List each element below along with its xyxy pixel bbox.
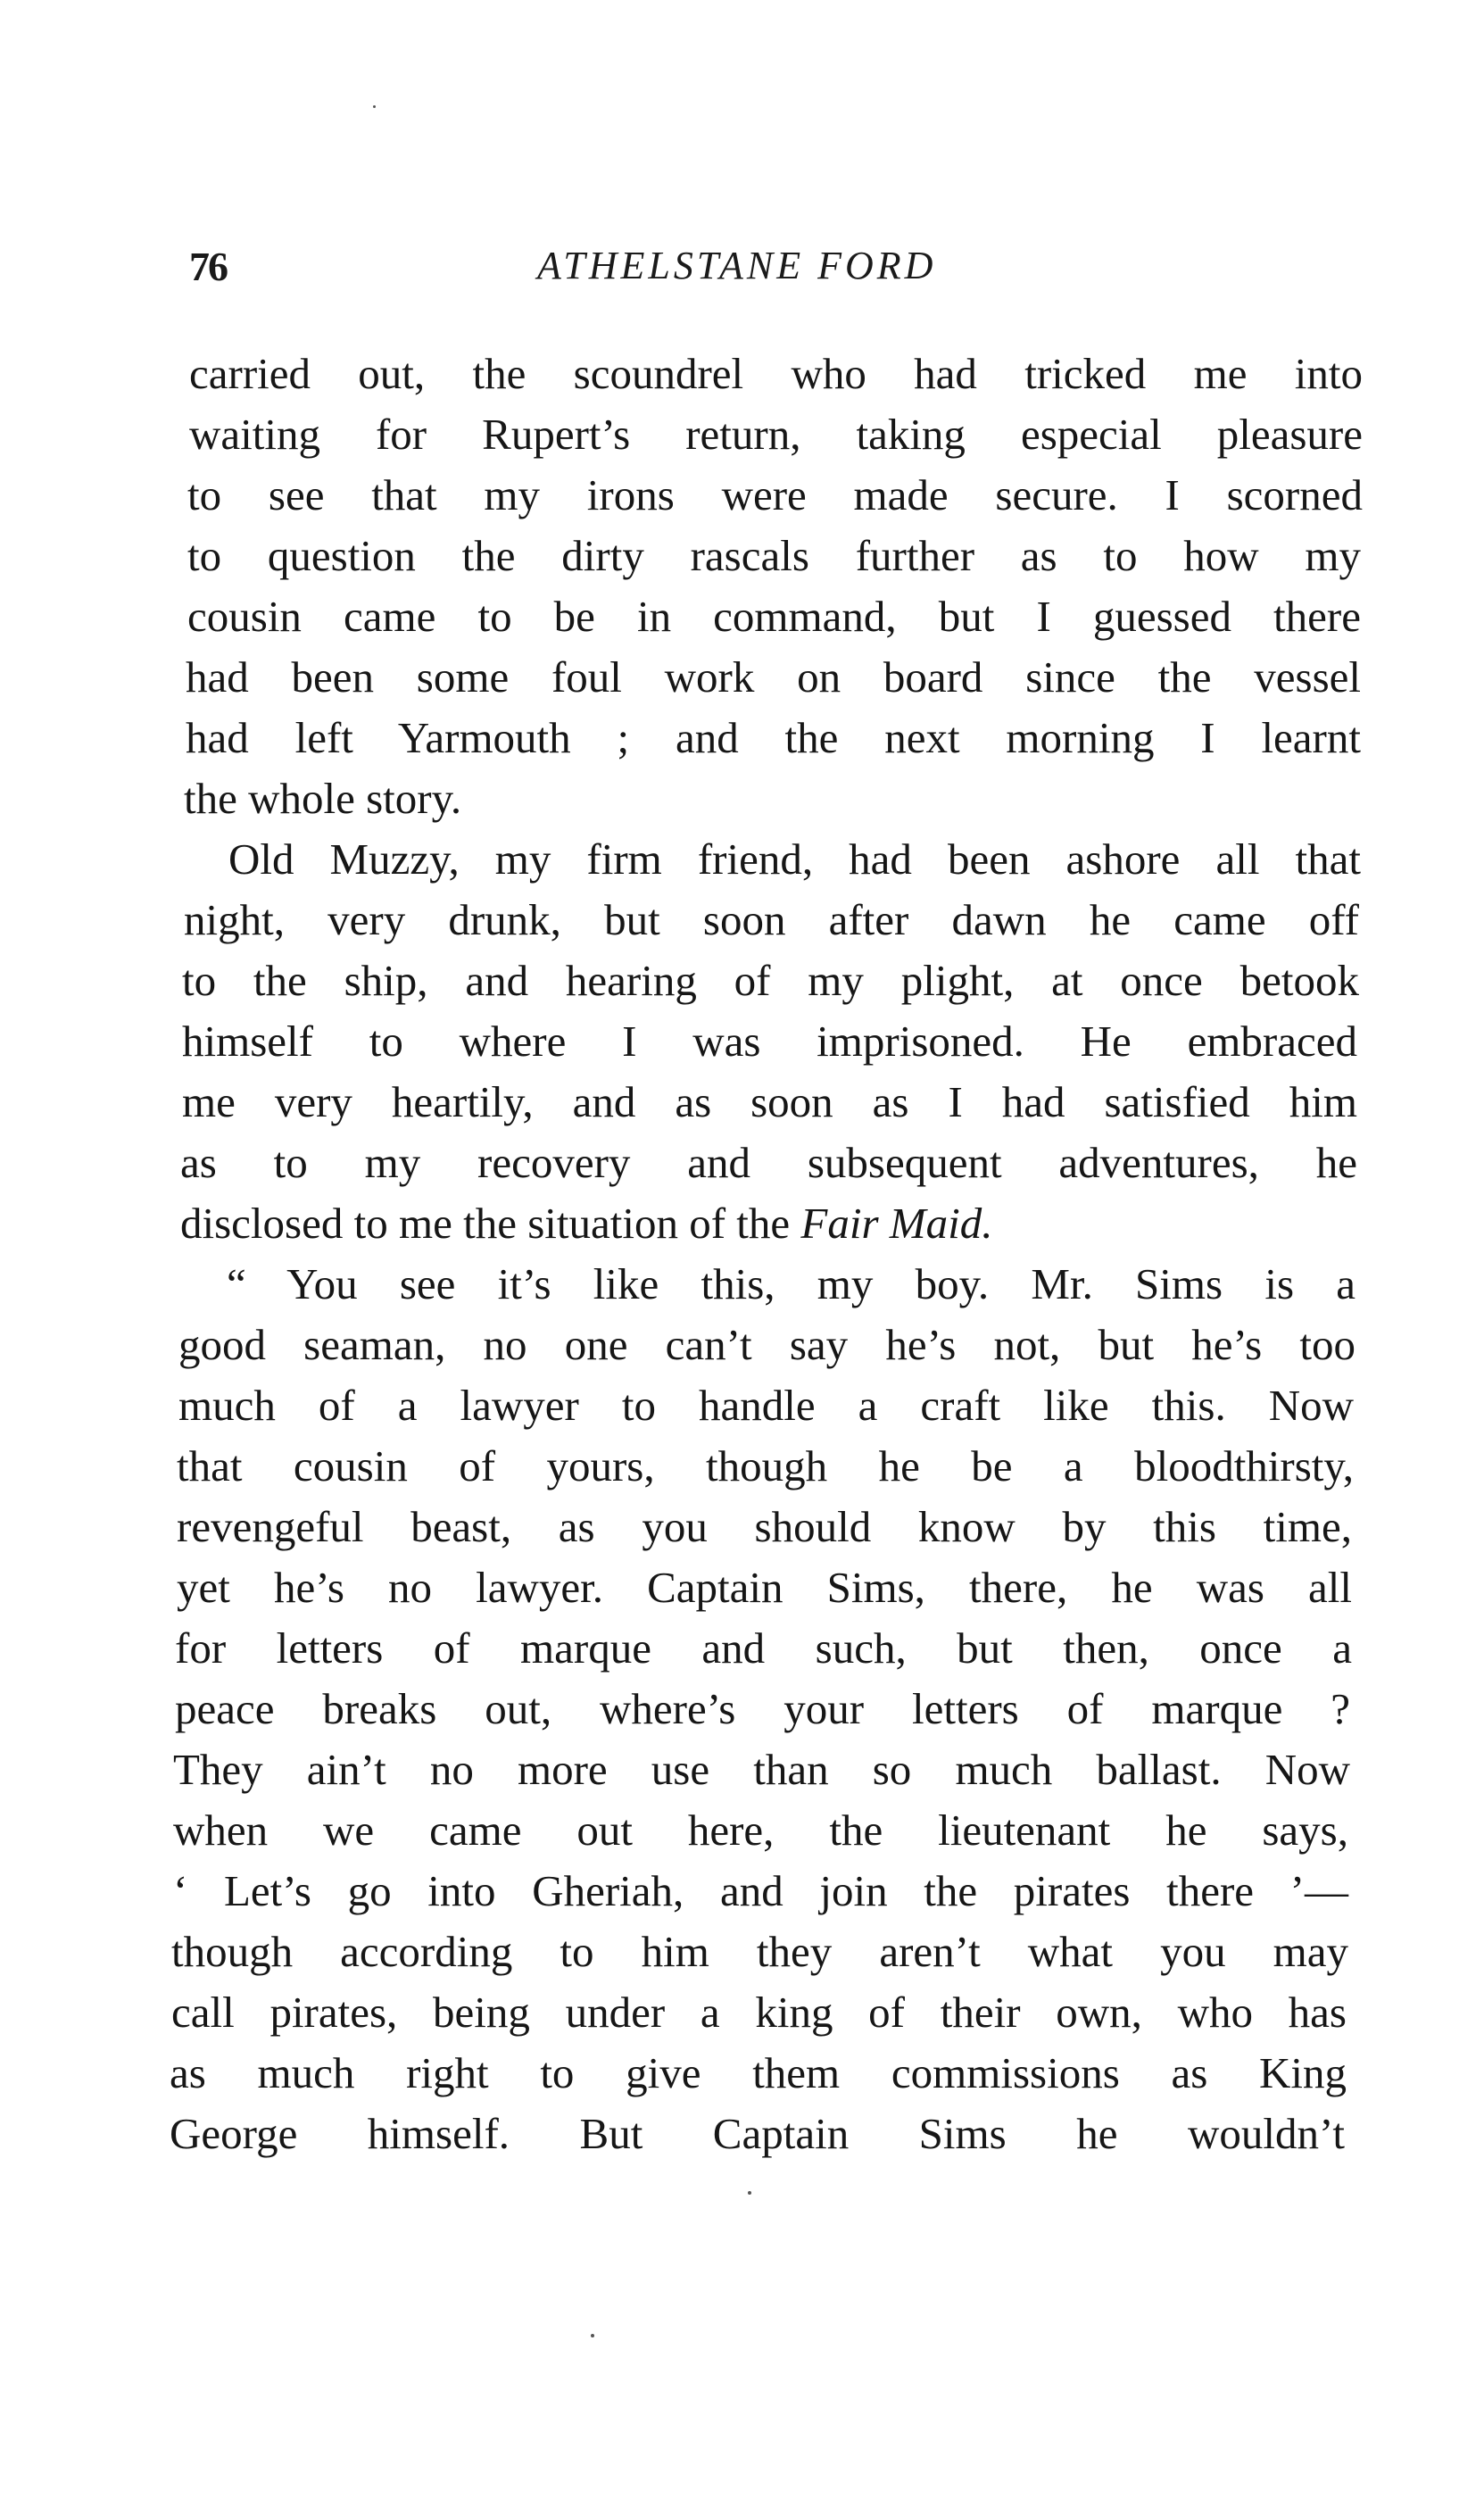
text-line: when we came out here, the lieutenant he says, <box>173 1806 1348 1855</box>
text-line: good seaman, no one can’t say he’s not, but he’s too <box>178 1320 1355 1369</box>
text-line: had left Yarmouth ; and the next morning I learnt <box>186 713 1361 762</box>
text-line: George himself. But Captain Sims he wouldn’t <box>170 2109 1345 2158</box>
text-line: call pirates, being under a king of their own, who has <box>171 1988 1347 2037</box>
text-line: ‘ Let’s go into Gheriah, and join the pirates there ’— <box>173 1866 1348 1915</box>
text-line: as much right to give them commissions as King <box>170 2048 1347 2097</box>
paper-speck <box>748 2191 751 2195</box>
running-title: ATHELSTANE FORD <box>537 244 937 287</box>
text-line: waiting for Rupert’s return, taking especial pleasure <box>189 410 1363 459</box>
text-line: himself to where I was imprisoned. He embraced <box>182 1017 1357 1066</box>
text-line <box>180 1193 992 1254</box>
text-line: as to my recovery and subsequent adventures, he <box>180 1138 1357 1187</box>
page-number: 76 <box>189 244 227 289</box>
text-line-part: disclosed to me the situation of the <box>180 1199 801 1248</box>
text-line: to the ship, and hearing of my plight, at once betook <box>182 956 1359 1005</box>
text-line: to see that my irons were made secure. I scorned <box>187 470 1363 519</box>
text-line: carried out, the scoundrel who had tricked me into <box>189 349 1363 398</box>
text-line: cousin came to be in command, but I guessed there <box>187 592 1361 641</box>
ship-name: Fair Maid. <box>800 1199 993 1248</box>
text-line: much of a lawyer to handle a craft like this. Now <box>178 1381 1354 1430</box>
text-line: the whole story. <box>184 774 462 823</box>
text-line: yet he’s no lawyer. Captain Sims, there, he was all <box>177 1563 1352 1612</box>
text-line: revengeful beast, as you should know by this time, <box>177 1502 1352 1551</box>
paper-speck <box>373 105 376 108</box>
text-line: night, very drunk, but soon after dawn he came off <box>184 895 1359 944</box>
text-line: had been some foul work on board since the vessel <box>186 652 1361 702</box>
text-line: though according to him they aren’t what you may <box>171 1927 1348 1976</box>
text-line: peace breaks out, where’s your letters of marque ? <box>175 1684 1350 1733</box>
text-line: Old Muzzy, my firm friend, had been ashore all that <box>228 834 1361 884</box>
text-line: “ You see it’s like this, my boy. Mr. Sims is a <box>227 1259 1355 1308</box>
text-line: to question the dirty rascals further as to how my <box>187 531 1361 580</box>
text-line: me very heartily, and as soon as I had satisfied him <box>182 1077 1357 1126</box>
text-line: that cousin of yours, though he be a bloodthirsty, <box>177 1441 1354 1490</box>
text-line: They ain’t no more use than so much ballast. Now <box>173 1745 1350 1794</box>
paper-speck <box>591 2334 594 2337</box>
text-line: for letters of marque and such, but then, once a <box>175 1623 1352 1673</box>
